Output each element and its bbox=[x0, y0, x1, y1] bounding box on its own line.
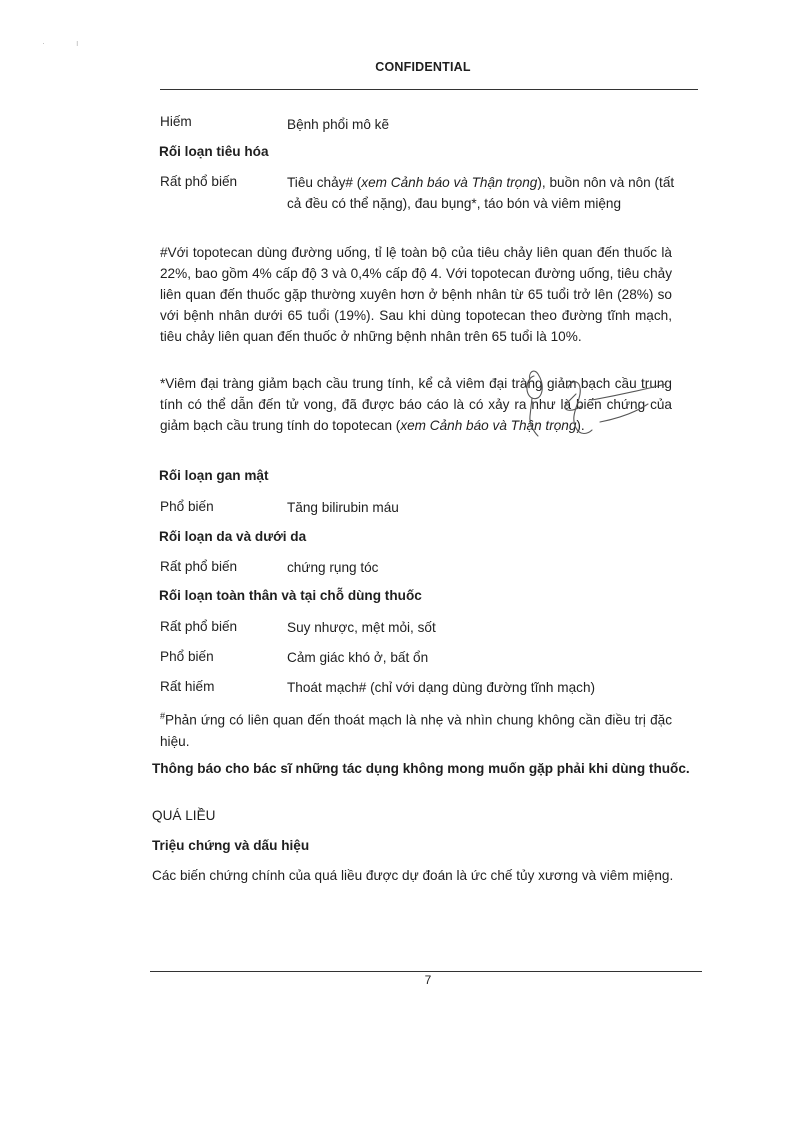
overdose-text: Các biến chứng chính của quá liều được dự đoán là ức chế tủy xương và viêm miệng. bbox=[152, 868, 674, 883]
section-heading-skin: Rối loạn da và dưới da bbox=[159, 529, 307, 544]
frequency-label: Hiếm bbox=[160, 114, 192, 129]
frequency-label: Rất phổ biến bbox=[160, 174, 238, 189]
report-notice: Thông báo cho bác sĩ những tác dụng không mong muốn gặp phải khi dùng thuốc. bbox=[152, 761, 690, 776]
effect-description: Cảm giác khó ở, bất ổn bbox=[287, 650, 429, 665]
frequency-label: Rất hiếm bbox=[160, 679, 215, 694]
diarrhea-note: #Với topotecan dùng đường uống, tỉ lệ toàn bộ của tiêu chảy liên quan đến thuốc là 22%, bao gồm 4% cấp độ 3 và 0,4% cấp độ 4. Với topotecan đường uống, tiêu chảy liên quan đến thuốc gặp thường xuyên hơn ở bệnh nhân từ 65 tuổi trở lên (28%) so với bệnh nhân dưới 65 tuổi (19%). Sau khi dùng topotecan theo đường tĩnh mạch, tiêu chảy liên quan đến thuốc ở những bệnh nhân trên 65 tuổi là 10%. bbox=[160, 245, 672, 344]
header-rule bbox=[160, 89, 698, 90]
frequency-label: Rất phổ biến bbox=[160, 559, 238, 574]
scan-speck: ı bbox=[76, 38, 79, 48]
effect-description: Tăng bilirubin máu bbox=[287, 500, 399, 515]
footer-rule bbox=[150, 971, 702, 972]
frequency-label: Rất phổ biến bbox=[160, 619, 238, 634]
overdose-heading: QUÁ LIỀU bbox=[152, 808, 216, 823]
colitis-note: *Viêm đại tràng giảm bạch cầu trung tính, kể cả viêm đại tràng giảm bạch cầu trung tính có thể dẫn đến tử vong, đã được báo cáo là có xảy ra như là biến chứng của giảm bạch cầu trung tính do topotecan (xem Cảnh báo và Thận trọng). bbox=[160, 376, 672, 433]
effect-description: chứng rụng tóc bbox=[287, 560, 379, 575]
section-heading-liver: Rối loạn gan mật bbox=[159, 468, 269, 483]
scan-speck: · bbox=[42, 38, 45, 48]
cross-reference: xem Cảnh báo và Thận trọng bbox=[400, 418, 577, 433]
effect-description: Thoát mạch# (chỉ với dạng dùng đường tĩnh mạch) bbox=[287, 680, 596, 695]
effect-description: Suy nhược, mệt mỏi, sốt bbox=[287, 620, 436, 635]
effect-description-gi: Tiêu chảy# (xem Cảnh báo và Thận trọng), buồn nôn và nôn (tất cả đều có thể nặng), đau bụng*, táo bón và viêm miệng bbox=[287, 175, 675, 211]
symptoms-subheading: Triệu chứng và dấu hiệu bbox=[152, 838, 310, 853]
handwritten-signature bbox=[510, 360, 680, 440]
effect-description: Bệnh phổi mô kẽ bbox=[287, 117, 390, 132]
section-heading-general: Rối loạn toàn thân và tại chỗ dùng thuốc bbox=[159, 588, 422, 603]
confidential-header: CONFIDENTIAL bbox=[375, 60, 471, 74]
frequency-label: Phổ biến bbox=[160, 499, 214, 514]
section-heading-gi: Rối loạn tiêu hóa bbox=[159, 144, 269, 159]
frequency-label: Phổ biến bbox=[160, 649, 214, 664]
page-number: 7 bbox=[424, 973, 432, 987]
extravasation-note: #Phản ứng có liên quan đến thoát mạch là nhẹ và nhìn chung không cần điều trị đặc hiệu. bbox=[160, 711, 672, 749]
cross-reference: xem Cảnh báo và Thận trọng bbox=[361, 175, 538, 190]
